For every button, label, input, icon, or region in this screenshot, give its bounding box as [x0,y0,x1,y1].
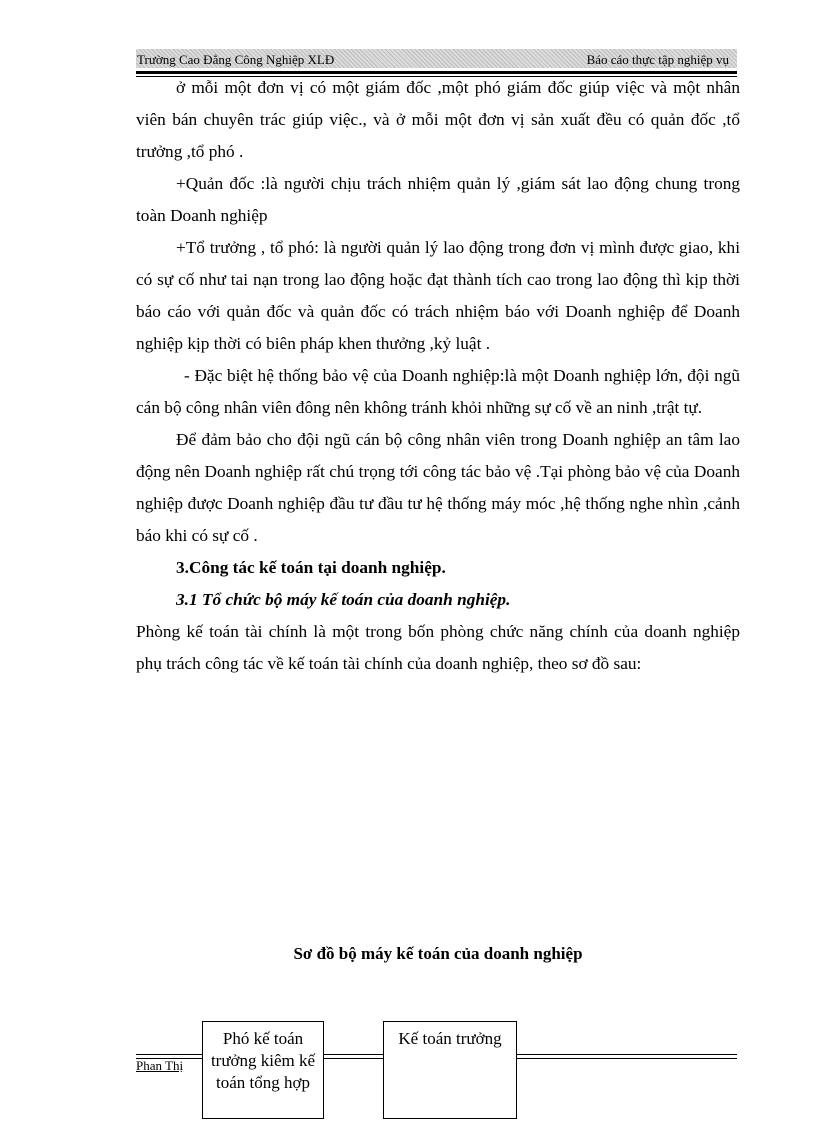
paragraph: ở mỗi một đơn vị có một giám đốc ,một phó giám đốc giúp việc và một nhân viên bán chuyên trác giúp việc., và ở mỗi một đơn vị sản xuất đều có quản đốc ,tổ trưởng ,tổ phó . [136,78,740,161]
section-heading: 3.Công tác kế toán tại doanh nghiệp. [176,558,446,577]
deputy-chief-accountant-box: Phó kế toán trưởng kiêm kế toán tổng hợp [202,1021,324,1119]
diagram-title: Sơ đồ bộ máy kế toán của doanh nghiệp [293,944,583,963]
paragraph: - Đặc biệt hệ thống bảo vệ của Doanh nghiệp:là một Doanh nghiệp lớn, đội ngũ cán bộ công nhân viên đông nên không tránh khỏi những sự cố về an ninh ,trật tự. [136,366,740,417]
paragraph: +Tổ trưởng , tổ phó: là người quản lý lao động trong đơn vị mình được giao, khi có sự cố như tai nạn trong lao động hoặc đạt thành tích cao trong lao động thì kịp thời báo cáo với quản đốc và quản đốc có trách nhiệm báo với Doanh nghiệp để Doanh nghiệp kịp thời có biên pháp khen thưởng ,kỷ luật . [136,238,740,353]
paragraph: Để đảm bảo cho đội ngũ cán bộ công nhân viên trong Doanh nghiệp an tâm lao động nên Doanh nghiệp rất chú trọng tới công tác bảo vệ .Tại phòng bảo vệ của Doanh nghiệp được Doanh nghiệp đầu tư đầu tư hệ thống máy móc ,hệ thống nghe nhìn ,cảnh báo khi có sự cố . [136,430,740,545]
chief-accountant-box: Kế toán trưởng [383,1021,517,1119]
header-school: Trường Cao Đẳng Công Nghiệp XLĐ [137,52,335,67]
page-header [136,49,737,68]
paragraph: Phòng kế toán tài chính là một trong bốn phòng chức năng chính của doanh nghiệp phụ trách công tác về kế toán tài chính của doanh nghiệp, theo sơ đồ sau: [136,622,740,673]
footer-author: Phan Thị [136,1058,184,1073]
paragraph: +Quản đốc :là người chịu trách nhiệm quản lý ,giám sát lao động chung trong toàn Doanh nghiệp [136,174,740,225]
connector-line-right [517,1054,737,1059]
subsection-heading: 3.1 Tổ chức bộ máy kế toán của doanh nghiệp. [176,590,511,609]
connector-line-middle [324,1054,383,1059]
document-body [136,72,740,680]
header-report-title: Báo cáo thực tập nghiệp vụ [586,52,729,67]
